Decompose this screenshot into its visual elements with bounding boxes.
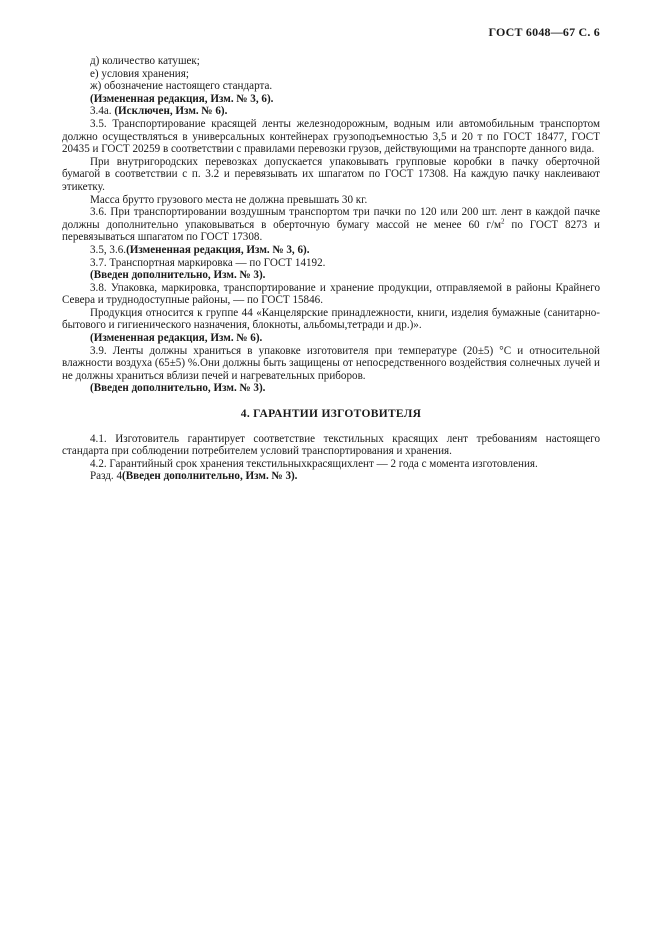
document-body xyxy=(62,55,600,483)
clause-3-9: 3.9. Ленты должны храниться в упаковке изготовителя при температуре (20±5) °С и относительной влажности воздуха (65±5) %.Они должны быть защищены от непосредственного воздействия солнечных лучей и не должны храниться вблизи печей и нагревательных приборов. xyxy=(62,344,600,382)
amendment-note: (Введен дополнительно, Изм. № 3). xyxy=(90,382,266,395)
page-header: ГОСТ 6048—67 С. 6 xyxy=(488,25,600,39)
paragraph: При внутригородских перевозках допускается упаковывать групповые коробки в пачку оберточной бумагой в соответствии с п. 3.2 и перевязывать их шпагатом по ГОСТ 17308. На каждую пачку наклеивают этикетку. xyxy=(62,155,600,193)
paragraph: Масса брутто грузового места не должна превышать 30 кг. xyxy=(90,193,368,206)
amendment-note: (Введен дополнительно, Изм. № 3). xyxy=(122,470,298,483)
clause-3-6 xyxy=(62,206,600,244)
paragraph: Продукция относится к группе 44 «Канцелярские принадлежности, книги, изделия бумажные (санитарно-бытового и гигиенического назначения, блокноты, альбомы,тетради и др.)». xyxy=(62,306,600,332)
list-item: ж) обозначение настоящего стандарта. xyxy=(90,80,273,93)
section-reference: Разд. 4 xyxy=(90,470,123,483)
amendment-note: (Введен дополнительно, Изм. № 3). xyxy=(90,269,266,282)
amendment-line xyxy=(62,244,600,257)
clause-3-4a xyxy=(62,105,600,118)
clause-text: по ГОСТ 8273 и перевязываться шпагатом по ГОСТ 17308. xyxy=(62,218,600,244)
clause-4-2: 4.2. Гарантийный срок хранения текстильныхкрасящихлент — 2 года с момента изготовления. xyxy=(90,457,538,470)
clause-number: 3.4а. xyxy=(90,105,112,118)
amendment-line xyxy=(62,470,600,483)
clause-3-7: 3.7. Транспортная маркировка — по ГОСТ 14192. xyxy=(90,256,326,269)
clause-3-5: 3.5. Транспортирование красящей ленты железнодорожным, водным или автомобильным транспортом должно осуществляться в универсальных контейнерах грузоподъемностью 3,5 и 20 т по ГОСТ 18477, ГОСТ 20435 и ГОСТ 20259 в соответствии с правилами перевозки грузов, действующими на транспорте данного вида. xyxy=(62,117,600,156)
amendment-note: (Измененная редакция, Изм. № 6). xyxy=(90,332,263,345)
clause-3-8: 3.8. Упаковка, маркировка, транспортирование и хранение продукции, отправляемой в районы Крайнего Севера и труднодоступные районы, — по ГОСТ 15846. xyxy=(62,281,600,307)
amendment-note: (Измененная редакция, Изм. № 3, 6). xyxy=(90,92,274,105)
section-heading: 4. ГАРАНТИИ ИЗГОТОВИТЕЛЯ xyxy=(240,408,422,421)
amendment-note: (Измененная редакция, Изм. № 3, 6). xyxy=(126,243,310,256)
amendment-note: (Исключен, Изм. № 6). xyxy=(114,105,228,118)
clause-number: 3.5, 3.6. xyxy=(90,243,127,256)
superscript: 2 xyxy=(501,217,505,226)
clause-text: 3.6. При транспортировании воздушным транспортом три пачки по 120 или 200 шт. лент в каждой пачке должны дополнительно упаковываться в оберточную бумагу массой не менее 60 г/м xyxy=(62,206,600,231)
list-item: д) количество катушек; xyxy=(90,55,200,67)
clause-4-1: 4.1. Изготовитель гарантирует соответствие текстильных красящих лент требованиям настоящего стандарта при соблюдении потребителем условий транспортирования и хранения. xyxy=(62,432,600,458)
list-item: е) условия хранения; xyxy=(90,67,189,80)
